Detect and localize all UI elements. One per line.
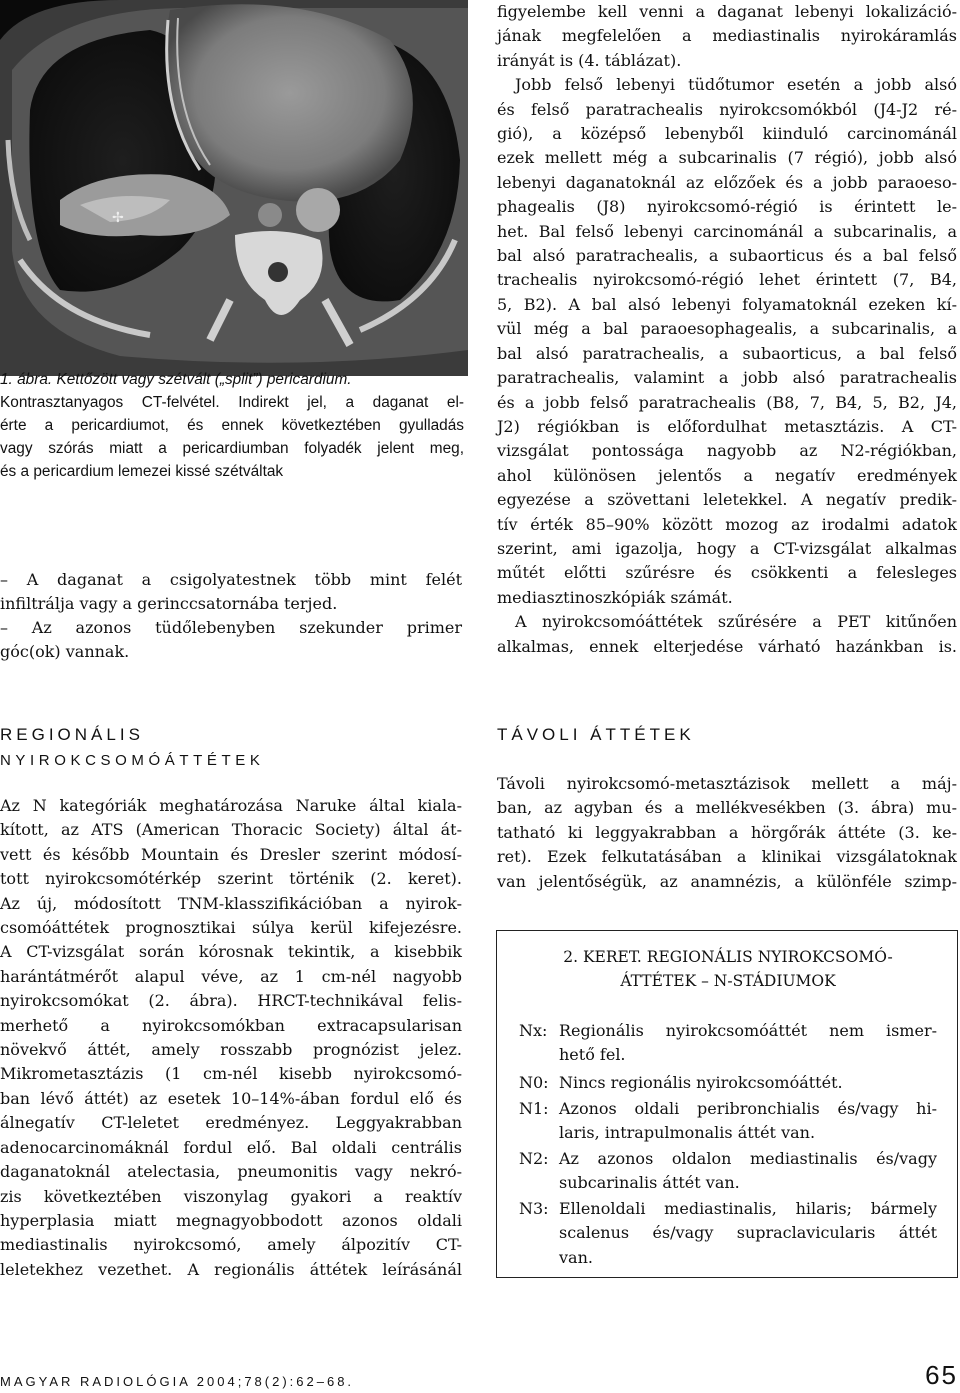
paragraph-line: ezek mellett még a subcarinalis (7 régió), jobb alsó [497, 148, 957, 168]
keret-item-line: van. [559, 1247, 593, 1267]
keret-item-line: Regionális nyirokcsomóáttét nem ismer- [559, 1021, 937, 1040]
keret-item-line: Az azonos oldalon mediastinalis és/vagy [559, 1149, 937, 1168]
keret-item-code: N0: [519, 1073, 549, 1092]
paragraph-line: ret). Ezek felkutatásában a klinikai vizsgálatoknak [497, 847, 957, 867]
paragraph-line: gió), a középső lebenyből kiinduló carcinománál [497, 124, 957, 144]
paragraph-line: – A daganat a csigolyatestnek több mint felét [0, 570, 462, 589]
right-column-text [497, 0, 957, 659]
paragraph-line: lebenyi daganatoknál az előzőek és a jobb paraoeso- [497, 172, 957, 192]
paragraph-line: A nyirokcsomóáttétek szűrésére a PET kitűnően [515, 612, 957, 632]
paragraph-line: paratrachealis, valamint a jobb alsó paratrachealis [497, 368, 957, 388]
paragraph-line: phagealis (J8) nyirokcsomó-régió is érintett le- [497, 197, 957, 217]
heading-line: NYIROKCSOMÓÁTTÉTEK [0, 752, 265, 769]
section-heading-regional [0, 722, 265, 774]
keret-item-text [559, 1197, 937, 1270]
caption-line: vagy szórás miatt a pericardiumban folyadék jelent meg, [0, 440, 464, 457]
footer-journal-citation: MAGYAR RADIOLÓGIA 2004;78(2):62–68. [0, 1374, 355, 1389]
paragraph-line: J2) régiókban is előfordulhat metasztázis. A CT- [497, 416, 957, 436]
paragraph-line: – Az azonos tüdőlebenyben szekunder primer [0, 618, 462, 637]
keret-item-code: N3: [519, 1199, 549, 1218]
keret-item-line: Ellenoldali mediastinalis, hilaris; bármely [559, 1199, 937, 1218]
page-number: 65 [925, 1360, 958, 1390]
paragraph-line: nyirokcsomókat (2. ábra). HRCT-technikával felis- [0, 991, 462, 1011]
paragraph-line: tott nyirokcsomótérkép szerint történik (2. keret). [0, 869, 462, 889]
keret-item-line: hető fel. [559, 1045, 626, 1065]
paragraph-line: vül még a bal paraoesophagealis, a subcarinalis, a [497, 319, 957, 339]
paragraph-line: góc(ok) vannak. [0, 642, 130, 661]
keret-title [497, 945, 959, 993]
paragraph-line: trachealis nyirokcsomó-régió lehet érintett (7, B4, [497, 270, 957, 290]
caption-line: 1. ábra. Kettőzött vagy szétvált („split”) pericardium. [0, 371, 352, 388]
paragraph-line: infiltrálja vagy a gerinccsatornába terjed. [0, 594, 338, 613]
paragraph-line: A CT-vizsgálat során kórosnak tekintik, a kisebbik [0, 942, 462, 962]
paragraph-line: irányát is (4. táblázat). [497, 50, 682, 70]
keret-title-line: 2. KERET. REGIONÁLIS NYIROKCSOMÓ- [563, 948, 893, 966]
paragraph-line: adenocarcinomáknál fordul elő. Bal oldali centrális [0, 1137, 462, 1157]
ct-scan-image [0, 0, 468, 376]
paragraph-line: ban, az agyban és a mellékvesékben (3. ábra) mu- [497, 798, 957, 818]
keret-item-text [559, 1097, 937, 1146]
keret-item-code: N2: [519, 1149, 549, 1168]
paragraph-line: ban lévő áttét) az esetek 10–14%-ában fordul elő és [0, 1088, 462, 1108]
svg-text:✢: ✢ [112, 210, 124, 226]
paragraph-line: kított, az ATS (American Thoracic Society) által át- [0, 820, 462, 840]
paragraph-line: és felső paratrachealis nyirokcsomókból (J4-J2 ré- [497, 99, 957, 119]
keret-item-line: laris, intrapulmonalis áttét van. [559, 1123, 816, 1143]
paragraph-line: Mikrometasztázis (1 cm-nél kisebb nyirokcsomó- [0, 1064, 462, 1084]
paragraph-line: műtét előtti szűrésre és csökkenti a felesleges [497, 563, 957, 583]
staging-criteria-list [0, 568, 462, 664]
paragraph-line: Távoli nyirokcsomó-metasztázisok mellett a máj- [497, 774, 957, 793]
paragraph-line: vett és később Mountain és Dresler szerint módosí- [0, 844, 462, 864]
regional-section-text [0, 794, 462, 1282]
caption-line: Kontrasztanyagos CT-felvétel. Indirekt jel, a daganat el- [0, 394, 464, 411]
paragraph-line: van jelentőségük, az anamnézis, a különféle szimp- [497, 871, 957, 891]
paragraph-line: csomóáttétek prognosztikai súlya kerül kifejezésre. [0, 918, 462, 938]
paragraph-line: Jobb felső lebenyi tüdőtumor esetén a jobb alsó [515, 75, 957, 95]
paragraph-line: leletekhez vezethet. A regionális áttétek leírásánál [0, 1259, 462, 1279]
figure-caption [0, 368, 464, 483]
keret-item-code: N1: [519, 1099, 549, 1118]
keret-title-line: ÁTTÉTEK – N-STÁDIUMOK [620, 972, 836, 990]
keret-item-line: Azonos oldali peribronchialis és/vagy hi- [559, 1099, 937, 1118]
keret-item-line: Nincs regionális nyirokcsomóáttét. [559, 1073, 843, 1092]
paragraph-line: 5, B2). A bal alsó lebenyi folyamatoknál ezeken kí- [497, 294, 957, 314]
keret-item-text [559, 1071, 937, 1095]
paragraph-line: tatható ki leggyakrabban a hörgőrák áttéte (3. ke- [497, 822, 957, 842]
paragraph-line: Az N kategóriák meghatározása Naruke által kiala- [0, 796, 462, 815]
keret-item-text [559, 1147, 937, 1196]
paragraph-line: álnegatív CT-leletet eredményez. Leggyakrabban [0, 1113, 462, 1133]
keret-item-code: Nx: [519, 1021, 548, 1040]
caption-line: érte a pericardiumot, és ennek következtében gyulladás [0, 417, 464, 434]
paragraph-line: bal alsó paratrachealis, a subaorticus, a bal felső [497, 343, 957, 363]
ct-scan-drawing [0, 0, 468, 376]
paragraph-line: egyezése a szövettani leletekkel. A negatív predik- [497, 490, 957, 510]
heading-line: TÁVOLI ÁTTÉTEK [497, 725, 695, 744]
paragraph-line: bal alsó paratrachealis, a subaorticus és a bal felső [497, 246, 957, 266]
paragraph-line: daganatoknál atelectasia, pneumonitis vagy nekró- [0, 1162, 462, 1182]
keret-item-line: subcarinalis áttét van. [559, 1173, 740, 1193]
paragraph-line: és a jobb felső paratrachealis (B8, 7, B4, 5, B2, J4, [497, 392, 957, 412]
keret-box [496, 930, 958, 1278]
heading-line: REGIONÁLIS [0, 725, 144, 744]
paragraph-line: figyelembe kell venni a daganat lebenyi lokalizáció- [497, 2, 957, 21]
paragraph-line: zis következtében viszonylag gyakori a reaktív [0, 1186, 462, 1206]
paragraph-line: tív érték 85–90% között mozog az irodalmi adatok [497, 514, 957, 534]
keret-item-line: scalenus és/vagy supraclavicularis áttét [559, 1223, 937, 1243]
paragraph-line: ahol különösen jelentős a negatív eredmények [497, 465, 957, 485]
paragraph-line: harántátmérőt alapul véve, az 1 cm-nél nagyobb [0, 966, 462, 986]
paragraph-line: vizsgálat pontossága nagyobb az N2-régiókban, [497, 441, 957, 461]
section-heading-distant [497, 722, 695, 748]
paragraph-line: szerint, ami igazolja, hogy a CT-vizsgálat alkalmas [497, 538, 957, 558]
paragraph-line: jának megfelelően a mediastinalis nyirokáramlás [497, 26, 957, 46]
paragraph-line: növekvő áttét, amely rosszabb prognózist jelez. [0, 1040, 462, 1060]
paragraph-line: mediastinalis nyirokcsomó, amely álpozitív CT- [0, 1235, 462, 1255]
paragraph-line: het. Bal felső lebenyi carcinománál a subcarinalis, a [497, 221, 957, 241]
caption-line: és a pericardium lemezei kissé szétváltak [0, 463, 284, 480]
distant-section-text [497, 772, 957, 894]
paragraph-line: mediasztinoszkópiák számát. [497, 587, 733, 607]
paragraph-line: merhető a nyirokcsomókban extracapsularisan [0, 1015, 462, 1035]
paragraph-line: hyperplasia miatt megnagyobbodott azonos oldali [0, 1210, 462, 1230]
paragraph-line: alkalmas, ennek elterjedése várható hazánkban is. [497, 636, 957, 656]
paragraph-line: Az új, módosított TNM-klasszifikációban a nyirok- [0, 893, 462, 913]
keret-item-text [559, 1019, 937, 1068]
